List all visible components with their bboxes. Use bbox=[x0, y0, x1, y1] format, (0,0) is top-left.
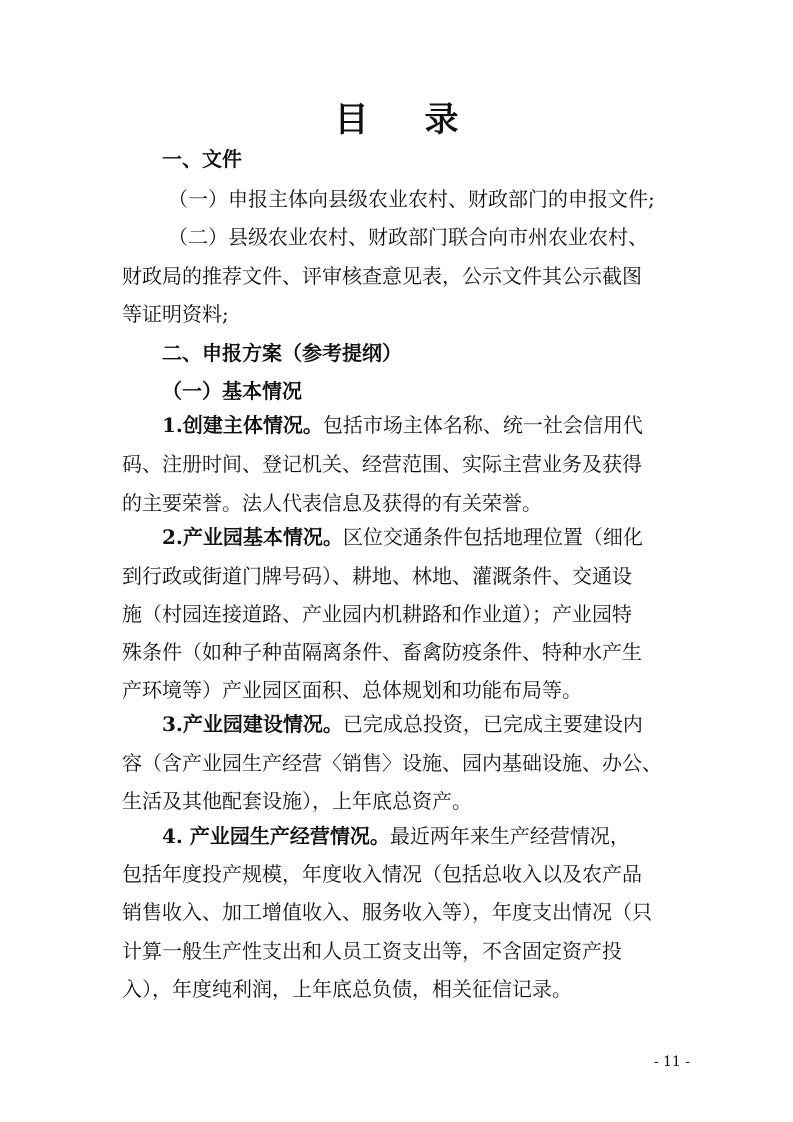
paragraph-4-heading: 4. 产业园生产经营情况。 bbox=[162, 824, 390, 848]
paragraph-4-line-2: 包括年度投产规模，年度收入情况（包括总收入以及农产品 bbox=[122, 862, 642, 886]
section-2-heading: 二、申报方案（参考提纲） bbox=[162, 341, 402, 365]
paragraph-4-text: 最近两年来生产经营情况， bbox=[389, 824, 630, 848]
section-1-item-2-line-2: 财政局的推荐文件、评审核查意见表，公示文件其公示截图 bbox=[122, 264, 642, 288]
section-1-heading: 一、文件 bbox=[162, 147, 242, 171]
section-1-item-2-line-3: 等证明资料; bbox=[122, 302, 229, 326]
section-1-item-2-line-1: （二）县级农业农村、财政部门联合向市州农业农村、 bbox=[168, 225, 648, 249]
paragraph-4-line-5: 入），年度纯利润，上年底总负债，相关征信记录。 bbox=[122, 977, 572, 1001]
paragraph-2-text: 区位交通条件包括地理位置（细化 bbox=[342, 525, 643, 549]
paragraph-4-line-4: 计算一般生产性支出和人员工资支出等，不含固定资产投 bbox=[122, 939, 622, 963]
section-2-subheading: （一）基本情况 bbox=[162, 379, 302, 403]
paragraph-4-line-1 bbox=[0, 821, 793, 851]
paragraph-4-line-3: 销售收入、加工增值收入、服务收入等），年度支出情况（只 bbox=[122, 900, 652, 924]
paragraph-1-text: 包括市场主体名称、统一社会信用代 bbox=[322, 413, 643, 437]
paragraph-1-line-3: 的主要荣誉。法人代表信息及获得的有关荣誉。 bbox=[122, 491, 542, 515]
paragraph-2-line-1 bbox=[0, 522, 793, 552]
paragraph-2-line-2: 到行政或街道门牌号码）、耕地、林地、灌溉条件、交通设 bbox=[122, 564, 632, 588]
page-title: 目录 bbox=[334, 100, 515, 140]
paragraph-3-line-1 bbox=[0, 709, 793, 739]
paragraph-2-line-3: 施（村园连接道路、产业园内机耕路和作业道）；产业园特 bbox=[122, 602, 632, 626]
paragraph-1-line-1 bbox=[0, 410, 793, 440]
paragraph-3-line-2: 容（含产业园生产经营〈销售〉设施、园内基础设施、办公、 bbox=[122, 751, 662, 775]
section-1-item-1: （一）申报主体向县级农业农村、财政部门的申报文件; bbox=[168, 187, 655, 211]
paragraph-2-heading: 2.产业园基本情况。 bbox=[162, 525, 343, 549]
paragraph-3-heading: 3.产业园建设情况。 bbox=[162, 712, 343, 736]
paragraph-2-line-5: 产环境等）产业园区面积、总体规划和功能布局等。 bbox=[122, 678, 582, 702]
paragraph-1-heading: 1.创建主体情况。 bbox=[162, 413, 323, 437]
page-number: - 11 - bbox=[653, 1054, 690, 1070]
paragraph-3-text: 已完成总投资，已完成主要建设内 bbox=[342, 712, 643, 736]
paragraph-1-line-2: 码、注册时间、登记机关、经营范围、实际主营业务及获得 bbox=[122, 452, 642, 476]
paragraph-3-line-3: 生活及其他配套设施），上年底总资产。 bbox=[122, 789, 472, 813]
paragraph-2-line-4: 殊条件（如种子种苗隔离条件、畜禽防疫条件、特种水产生 bbox=[122, 640, 642, 664]
